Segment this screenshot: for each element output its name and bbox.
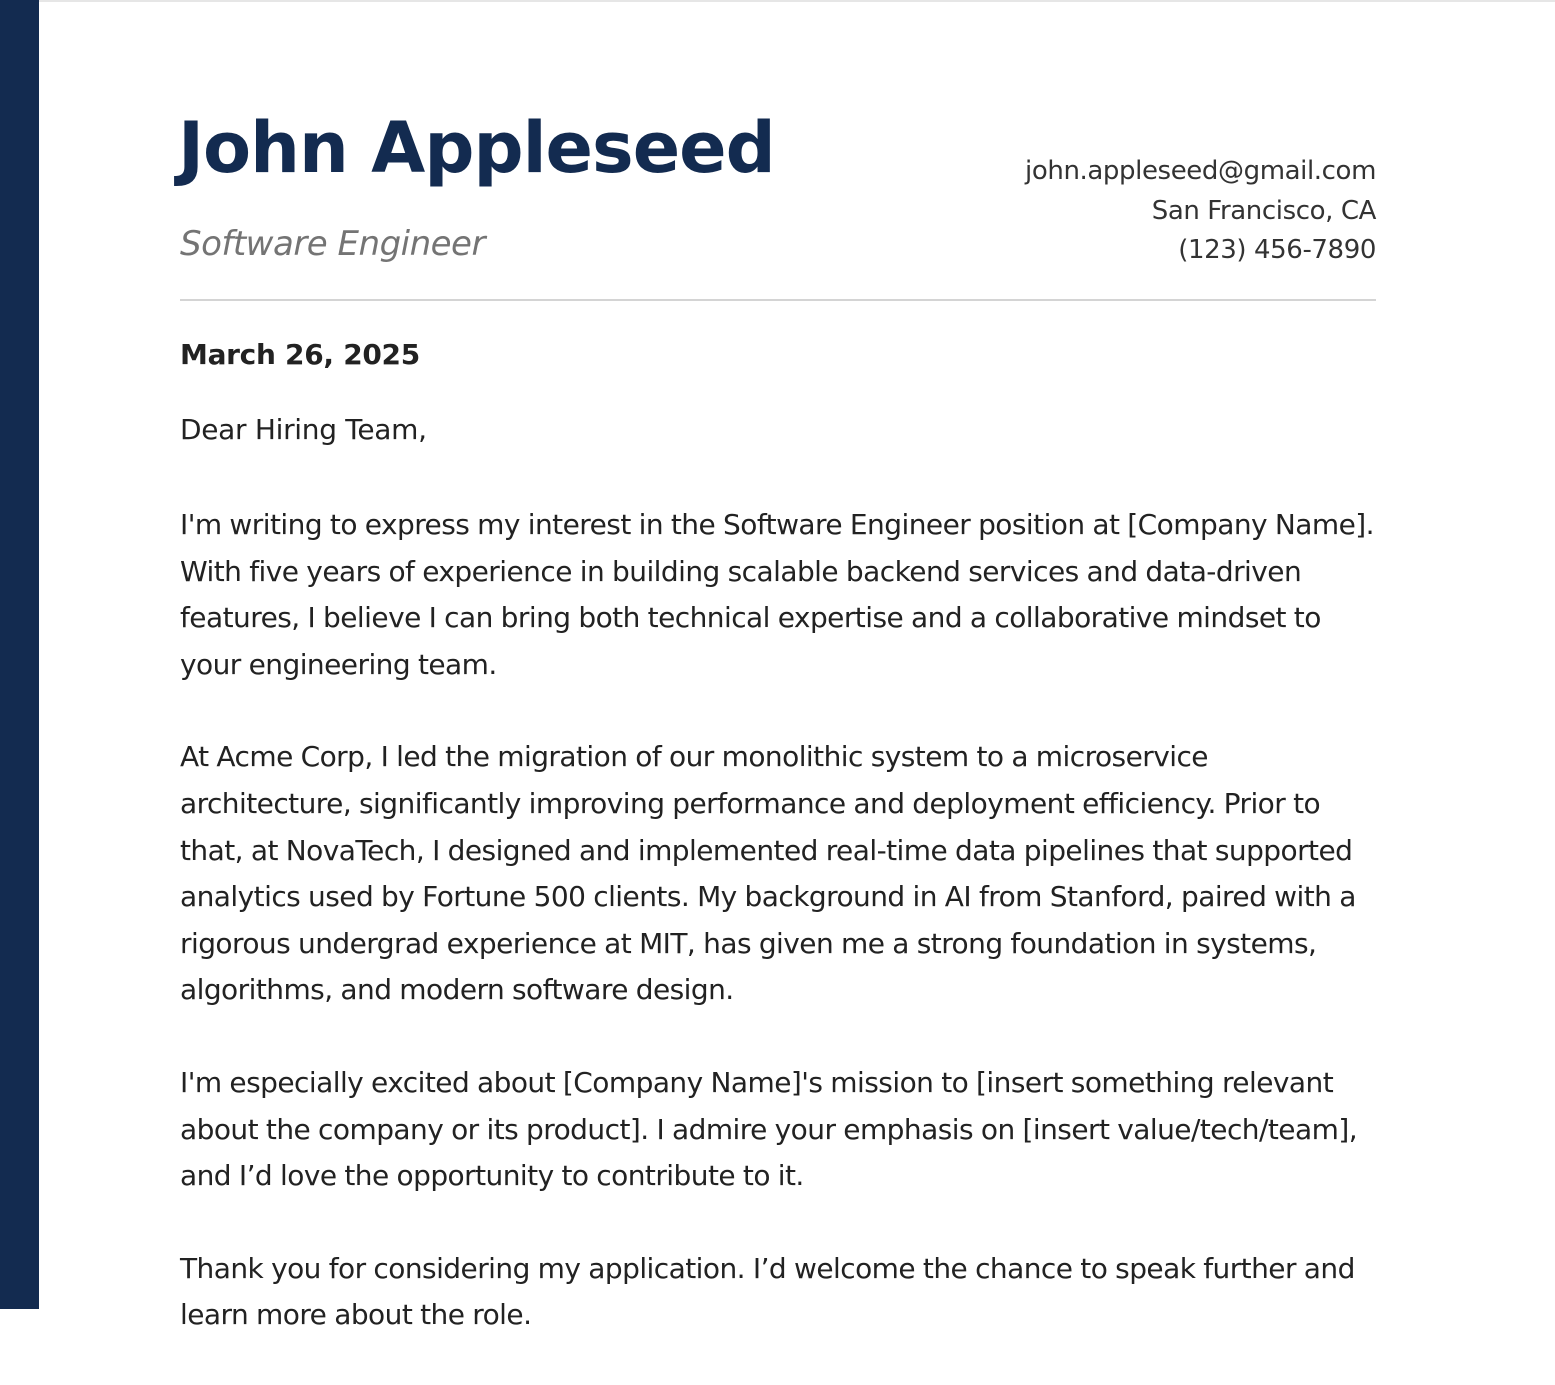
- body-paragraph-3: I'm especially excited about [Company Name]'s mission to [insert something relevant about the company or its product]. I admire your emphasis on [insert value/tech/team], and I’d love the opportunity to contribute to it.: [180, 1065, 1358, 1193]
- body-paragraph-1: I'm writing to express my interest in the Software Engineer position at [Company Name]. With five years of experience in building scalable backend services and data-driven features, I believe I can bring both technical expertise and a collaborative mindset to your engineering team.: [180, 508, 1375, 681]
- letter-header: [180, 0, 1376, 300]
- accent-sidebar: [0, 0, 39, 1309]
- contact-location: San Francisco, CA: [1151, 195, 1376, 226]
- contact-email: john.appleseed@gmail.com: [1025, 156, 1376, 186]
- applicant-name: John Appleseed: [178, 107, 775, 189]
- contact-phone: (123) 456-7890: [1178, 235, 1376, 265]
- job-title: Software Engineer: [180, 224, 485, 264]
- body-paragraph-2: At Acme Corp, I led the migration of our monolithic system to a microservice architecture, significantly improving performance and deployment efficiency. Prior to that, at NovaTech, I designed and implemented real-time data pipelines that supported analytics used by Fortune 500 clients. My background in AI from Stanford, paired with a rigorous undergrad experience at MIT, has given me a strong foundation in systems, algorithms, and modern software design.: [180, 740, 1356, 1007]
- cover-letter-page: [178, 0, 1376, 1332]
- contact-block: [1025, 152, 1376, 271]
- letter-body: [180, 502, 1376, 1385]
- letter-greeting: Dear Hiring Team,: [180, 413, 427, 446]
- letter-date: March 26, 2025: [180, 338, 420, 371]
- header-divider: [180, 299, 1376, 301]
- body-paragraph-4: Thank you for considering my application. I’d welcome the chance to speak further and learn more about the role.: [180, 1251, 1355, 1332]
